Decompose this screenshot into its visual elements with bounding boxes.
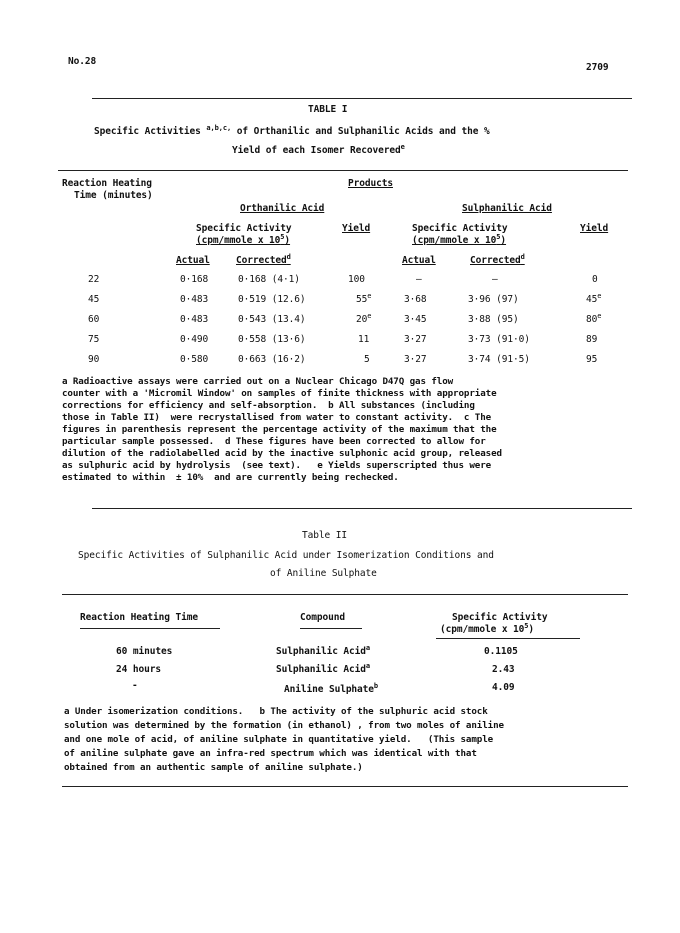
table2-col-compound-underline xyxy=(300,628,362,629)
mid-rule xyxy=(92,508,632,509)
orthanilic-heading: Orthanilic Acid xyxy=(240,203,325,214)
table2-col-activity-underline xyxy=(436,638,580,639)
row-compound: Sulphanilic Acid$^a$ xyxy=(276,661,371,675)
footnote-line: figures in parenthesis represent the percentage activity of the maximum that the xyxy=(62,424,497,435)
footnote-line: particular sample possessed. d These figures have been corrected to allow for xyxy=(62,436,486,447)
row-orth-yield: 5 xyxy=(364,354,370,365)
row-orth-actual: 0·490 xyxy=(180,334,209,345)
table1-header-rule xyxy=(58,170,628,171)
row-sulph-corrected: 3·96 (97) xyxy=(468,294,519,305)
orth-specific-activity: Specific Activity xyxy=(196,223,292,234)
table1-col-reaction: Reaction Heating xyxy=(62,178,152,189)
table2-header-rule xyxy=(62,594,628,595)
table2-title-line1: Specific Activities of Sulphanilic Acid under Isomerization Conditions and xyxy=(78,550,494,561)
orth-actual-heading: Actual xyxy=(176,255,210,266)
row-orth-yield: 11 xyxy=(358,334,370,345)
footnote-line: solution was determined by the formation (in ethanol) , from two moles of aniline xyxy=(64,720,504,731)
row-orth-yield: 55e xyxy=(356,291,372,305)
table1-title-line1: Specific Activities $^{a,b,c,}$ of Orthanilic and Sulphanilic Acids and the % xyxy=(94,123,490,137)
row-sulph-actual: 3·27 xyxy=(404,354,427,365)
table2-col-time: Reaction Heating Time xyxy=(80,612,199,623)
table1-products: Products xyxy=(348,178,393,189)
row-activity: 2.43 xyxy=(492,664,515,675)
orth-units: (cpm/mmole x $10^5$) xyxy=(196,232,291,246)
row-sulph-corrected: 3·74 (91·5) xyxy=(468,354,530,365)
footnote-line: estimated to within ± 10% and are currently being rechecked. xyxy=(62,472,399,483)
row-sulph-actual: 3·45 xyxy=(404,314,427,325)
table1-title-line2: Yield of each Isomer Recovered$^e$ xyxy=(232,142,405,156)
row-orth-corrected: 0·558 (13·6) xyxy=(238,334,306,345)
table2-col-activity: Specific Activity xyxy=(452,612,548,623)
row-time: 90 xyxy=(88,354,100,365)
table1-label: TABLE I xyxy=(308,104,348,115)
row-activity: 0.1105 xyxy=(484,646,518,657)
row-time: 60 xyxy=(88,314,100,325)
table2-label: Table II xyxy=(302,530,347,541)
sulph-specific-activity: Specific Activity xyxy=(412,223,508,234)
footnote-line: a Under isomerization conditions. b The activity of the sulphuric acid stock xyxy=(64,706,488,717)
row-sulph-yield: 0 xyxy=(592,274,598,285)
footnote-line: as sulphuric acid by hydrolysis (see text). e Yields superscripted thus were xyxy=(62,460,492,471)
footnote-line: counter with a 'Micromil Window' on samples of finite thickness with appropriate xyxy=(62,388,497,399)
sulph-units: (cpm/mmole x $10^5$) xyxy=(412,232,507,246)
table1-col-time: Time (minutes) xyxy=(74,190,153,201)
row-orth-actual: 0·168 xyxy=(180,274,209,285)
orth-corrected-heading: Corrected$^d$ xyxy=(236,252,291,266)
sulph-corrected-heading: Corrected$^d$ xyxy=(470,252,525,266)
row-orth-actual: 0·483 xyxy=(180,294,209,305)
row-time: 22 xyxy=(88,274,100,285)
row-orth-actual: 0·483 xyxy=(180,314,209,325)
sulph-actual-heading: Actual xyxy=(402,255,436,266)
row-orth-corrected: 0·168 (4·1) xyxy=(238,274,300,285)
sulph-yield-heading: Yield xyxy=(580,223,609,234)
sulphanilic-heading: Sulphanilic Acid xyxy=(462,203,552,214)
row-compound: Sulphanilic Acid$^a$ xyxy=(276,643,371,657)
orth-yield-heading: Yield xyxy=(342,223,371,234)
row-activity: 4.09 xyxy=(492,682,515,693)
row-sulph-actual: 3·68 xyxy=(404,294,427,305)
table2-col-compound: Compound xyxy=(300,612,345,623)
table2-col-time-underline xyxy=(80,628,220,629)
footnote-line: of aniline sulphate gave an infra-red spectrum which was identical with that xyxy=(64,748,477,759)
row-time: 24 hours xyxy=(116,664,161,675)
footnote-line: corrections for efficiency and self-absorption. b All substances (including xyxy=(62,400,475,411)
page-number: 2709 xyxy=(586,62,609,73)
row-time: 60 minutes xyxy=(116,646,173,657)
row-orth-yield: 20e xyxy=(356,311,372,325)
row-sulph-yield: 95 xyxy=(586,354,598,365)
row-sulph-actual: 3·27 xyxy=(404,334,427,345)
footnote-line: dilution of the radiolabelled acid by the inactive sulphonic acid group, released xyxy=(62,448,502,459)
bottom-rule xyxy=(62,786,628,787)
row-sulph-yield: 45e xyxy=(586,291,602,305)
row-time: - xyxy=(132,680,138,691)
row-orth-actual: 0·580 xyxy=(180,354,209,365)
row-orth-yield: 100 xyxy=(348,274,365,285)
row-compound: Aniline Sulphate$^b$ xyxy=(284,681,379,695)
row-sulph-yield: 89 xyxy=(586,334,598,345)
row-time: 45 xyxy=(88,294,100,305)
footnote-line: those in Table II) were recrystallised from water to constant activity. c The xyxy=(62,412,492,423)
row-orth-corrected: 0·663 (16·2) xyxy=(238,354,306,365)
table2-title-line2: of Aniline Sulphate xyxy=(270,568,377,579)
row-sulph-corrected: 3·88 (95) xyxy=(468,314,519,325)
footnote-line: and one mole of acid, of aniline sulphate in quantitative yield. (This sample xyxy=(64,734,494,745)
top-rule xyxy=(92,98,632,99)
row-time: 75 xyxy=(88,334,100,345)
row-orth-corrected: 0·543 (13.4) xyxy=(238,314,306,325)
row-orth-corrected: 0·519 (12.6) xyxy=(238,294,306,305)
footnote-line: a Radioactive assays were carried out on a Nuclear Chicago D47Q gas flow xyxy=(62,376,454,387)
row-sulph-yield: 80e xyxy=(586,311,602,325)
table2-col-units: (cpm/mmole x $10^5$) xyxy=(440,621,535,635)
row-sulph-corrected: 3·73 (91·0) xyxy=(468,334,530,345)
journal-number: No.28 xyxy=(68,56,97,67)
footnote-line: obtained from an authentic sample of aniline sulphate.) xyxy=(64,762,363,773)
row-sulph-actual: – xyxy=(416,274,422,285)
row-sulph-corrected: – xyxy=(492,274,498,285)
